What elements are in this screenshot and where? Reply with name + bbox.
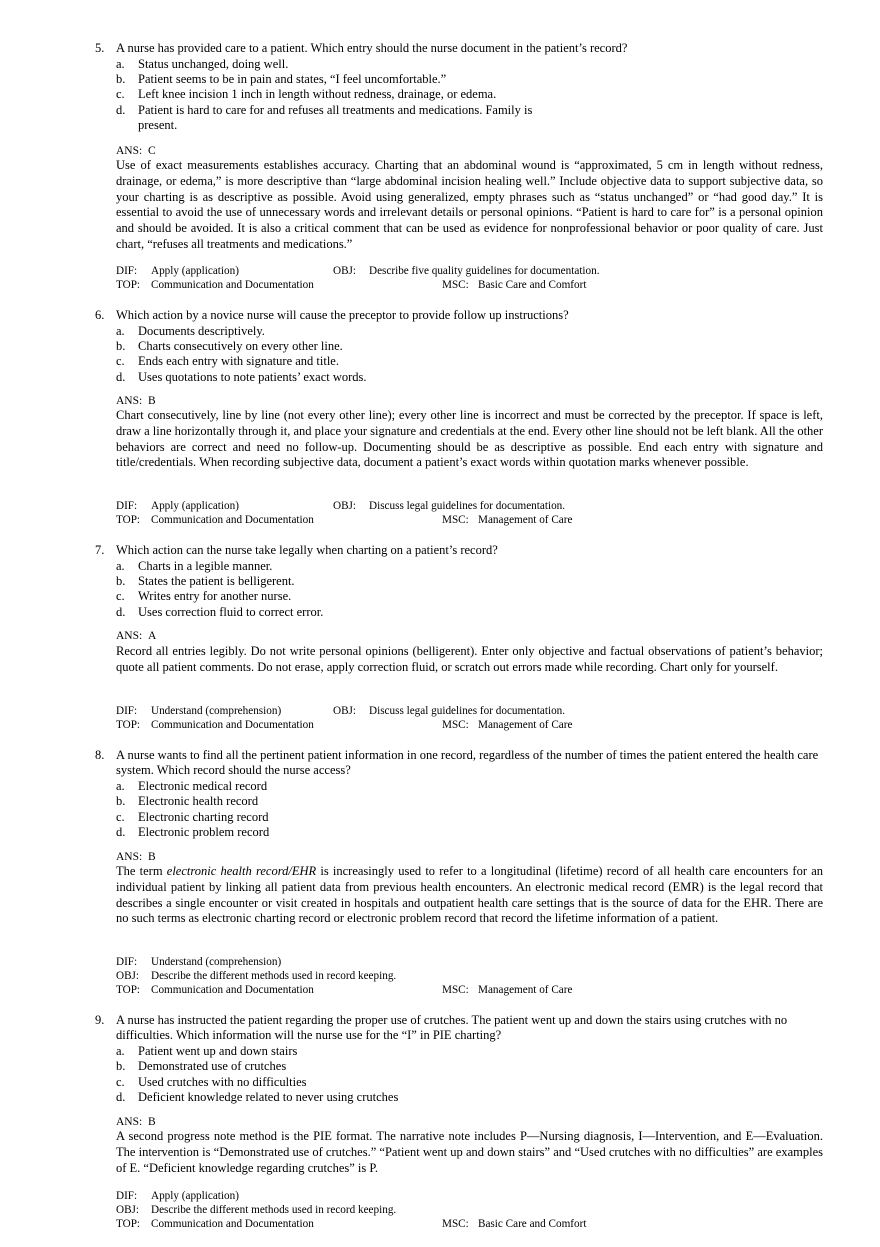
option-d	[116, 1090, 828, 1105]
obj-value: Describe five quality guidelines for documentation.	[369, 265, 600, 277]
rationale: Record all entries legibly. Do not write personal opinions (belligerent). Enter only objective and factual observations of patient’s behavior; quote all patient comments. Do not erase, apply correction fluid, or scratch out errors made while recording. Chart only for yourself.	[116, 644, 823, 674]
answer-options	[116, 57, 828, 134]
answer-label: ANS:	[116, 851, 143, 863]
option-letter: c.	[116, 809, 125, 824]
option-text: Deficient knowledge related to never using crutches	[138, 1090, 399, 1105]
msc-label: MSC:	[442, 984, 469, 996]
answer-letter: B	[147, 395, 156, 407]
obj-field	[333, 265, 600, 279]
question-stem: A nurse has provided care to a patient. Which entry should the nurse document in the patient’s record?	[116, 41, 628, 55]
answer-options	[116, 1044, 828, 1106]
option-b	[116, 1059, 828, 1074]
dif-label: DIF:	[116, 956, 138, 968]
question-number: 9.	[95, 1013, 105, 1027]
top-value: Communication and Documentation	[151, 719, 314, 731]
obj-label: OBJ:	[333, 705, 357, 717]
top-label: TOP:	[116, 984, 141, 996]
option-text: States the patient is belligerent.	[138, 573, 295, 588]
question-number: 5.	[95, 41, 105, 55]
answer-label: ANS:	[116, 1116, 143, 1128]
option-letter: b.	[116, 71, 126, 86]
metadata-row-3	[116, 984, 573, 998]
option-letter: b.	[116, 338, 126, 353]
option-letter: b.	[116, 1059, 126, 1074]
dif-label: DIF:	[116, 265, 138, 277]
obj-label: OBJ:	[116, 1204, 140, 1216]
option-a	[116, 57, 828, 72]
option-b	[116, 794, 828, 809]
option-text: Demonstrated use of crutches	[138, 1059, 287, 1074]
metadata-row-3	[116, 1218, 587, 1232]
option-text: Status unchanged, doing well.	[138, 56, 289, 71]
answer-key	[116, 394, 156, 408]
answer-key	[116, 629, 156, 643]
metadata-row-2	[116, 279, 587, 293]
rationale: A second progress note method is the PIE format. The narrative note includes P—Nursing diagnosis, I—Intervention, and E—Evaluation. The intervention is “Demonstrated use of crutches.” “Patient went up and down stairs” and “Used crutches with no difficulties” are examples of E. “Deficient knowledge regarding crutches” is P.	[116, 1129, 823, 1175]
dif-value: Apply (application)	[151, 500, 239, 512]
top-value: Communication and Documentation	[151, 984, 314, 996]
question-stem: Which action can the nurse take legally when charting on a patient’s record?	[116, 543, 498, 557]
option-letter: d.	[116, 369, 126, 384]
top-label: TOP:	[116, 514, 141, 526]
option-letter: a.	[116, 323, 125, 338]
option-text: Used crutches with no difficulties	[138, 1074, 307, 1089]
option-letter: d.	[116, 825, 126, 840]
top-label: TOP:	[116, 279, 141, 291]
dif-value: Apply (application)	[151, 1190, 239, 1202]
rationale: Chart consecutively, line by line (not every other line); every other line is incorrect and must be corrected by the preceptor. If space is left, draw a line horizontally through it, and place your signature and credentials at the end. Every other line should not be left blank. All the other behaviors are correct and need no follow-up. Documenting should be as descriptive as possible. End each entry with signature and title/credentials. When recording subjective data, document a patient’s exact words within quotation marks whenever possible.	[116, 408, 823, 470]
option-letter: a.	[116, 779, 125, 793]
obj-label: OBJ:	[116, 970, 140, 982]
answer-key	[116, 850, 156, 864]
option-a	[116, 1044, 828, 1059]
dif-value: Understand (comprehension)	[151, 956, 282, 968]
msc-label: MSC:	[442, 279, 469, 291]
option-text: Uses correction fluid to correct error.	[138, 604, 324, 619]
answer-letter: A	[147, 630, 157, 642]
option-a	[116, 559, 828, 574]
option-text: Documents descriptively.	[138, 323, 265, 338]
obj-label: OBJ:	[333, 265, 357, 277]
option-b	[116, 574, 828, 589]
option-letter: c.	[116, 87, 125, 102]
option-letter: a.	[116, 558, 125, 573]
metadata-row-2	[116, 1204, 396, 1218]
question-number: 6.	[95, 308, 105, 322]
msc-label: MSC:	[442, 514, 469, 526]
top-value: Communication and Documentation	[151, 514, 314, 526]
answer-options	[116, 559, 828, 621]
top-label: TOP:	[116, 719, 141, 731]
option-b	[116, 339, 828, 354]
option-a	[116, 324, 828, 339]
option-letter: c.	[116, 589, 125, 604]
answer-label: ANS:	[116, 395, 143, 407]
rationale-text: The term	[116, 864, 167, 878]
top-value: Communication and Documentation	[151, 1218, 314, 1230]
question-stem: A nurse wants to find all the pertinent patient information in one record, regardless of the number of times the patient entered the health care system. Which record should the nurse access?	[116, 748, 819, 778]
option-d	[116, 103, 828, 134]
metadata-row-1	[116, 956, 281, 970]
obj-value: Describe the different methods used in record keeping.	[151, 1204, 397, 1216]
option-d	[116, 370, 828, 385]
option-letter: d.	[116, 604, 126, 619]
obj-field	[333, 500, 565, 514]
metadata-row-1	[116, 1190, 239, 1204]
option-c	[116, 1075, 828, 1090]
top-value: Communication and Documentation	[151, 279, 314, 291]
msc-field	[442, 1218, 586, 1232]
metadata-row-1	[116, 705, 566, 719]
option-text: Electronic problem record	[138, 825, 270, 840]
obj-value: Discuss legal guidelines for documentation.	[369, 705, 566, 717]
msc-label: MSC:	[442, 719, 469, 731]
msc-value: Management of Care	[478, 984, 573, 996]
option-c	[116, 87, 828, 102]
question-number: 7.	[95, 543, 105, 557]
option-text: Charts in a legible manner.	[138, 558, 273, 573]
rationale-text-cont: is increasingly used to refer to a longitudinal (lifetime) record of all health care encounters for an individual patient by linking all patient data from previous health encounters. An electronic medical record (EMR) is the legal record that describes a single encounter or visit created in hospitals and outpatient health care settings that is the source of data for the EHR. There are no such terms as electronic charting record or electronic problem record that record the lifetime information of a patient.	[116, 864, 823, 926]
obj-value: Discuss legal guidelines for documentation.	[369, 500, 566, 512]
metadata-row-1	[116, 500, 566, 514]
dif-label: DIF:	[116, 500, 138, 512]
option-letter: a.	[116, 1044, 125, 1058]
answer-key	[116, 144, 156, 158]
answer-label: ANS:	[116, 630, 143, 642]
option-text: Patient seems to be in pain and states, “I feel uncomfortable.”	[138, 71, 447, 86]
option-letter: d.	[116, 102, 126, 117]
rationale	[116, 864, 823, 927]
question-stem: Which action by a novice nurse will cause the preceptor to provide follow up instructions?	[116, 308, 569, 322]
metadata-row-1	[116, 265, 600, 279]
option-letter: c.	[116, 1074, 125, 1089]
option-text: Left knee incision 1 inch in length without redness, drainage, or edema.	[138, 87, 497, 102]
option-letter: c.	[116, 354, 125, 369]
option-letter: d.	[116, 1090, 126, 1105]
metadata-row-2	[116, 719, 573, 733]
option-d	[116, 825, 828, 840]
question-number: 8.	[95, 748, 105, 762]
option-c	[116, 354, 828, 369]
option-b	[116, 72, 828, 87]
rationale-term: electronic health record/EHR	[166, 864, 317, 878]
metadata-row-2	[116, 514, 573, 528]
msc-field	[442, 984, 572, 998]
answer-label: ANS:	[116, 145, 143, 157]
option-text: Ends each entry with signature and title.	[138, 354, 339, 369]
dif-label: DIF:	[116, 705, 138, 717]
dif-value: Apply (application)	[151, 265, 239, 277]
msc-field	[442, 514, 572, 528]
top-label: TOP:	[116, 1218, 141, 1230]
option-d	[116, 605, 828, 620]
msc-field	[442, 719, 572, 733]
answer-letter: C	[147, 145, 156, 157]
option-letter: a.	[116, 56, 125, 71]
msc-value: Basic Care and Comfort	[478, 1218, 587, 1230]
msc-value: Management of Care	[478, 719, 573, 731]
rationale: Use of exact measurements establishes accuracy. Charting that an abdominal wound is “approximated, 5 cm in length without redness, drainage, or edema,” is more descriptive than “large abdominal incision healing well.” Include objective data to support subjective data, so your charting is as descriptive as possible. Avoid using generalized, empty phrases such as “status unchanged” or “had good day.” It is essential to avoid the use of unnecessary words and irrelevant details or personal opinions. “Patient is hard to care for” is a personal opinion and should be avoided. It is also a critical comment that can be used as evidence for nonprofessional behavior or poor quality of care. Just chart, “refuses all treatments and medications.”	[116, 158, 823, 251]
answer-options	[116, 779, 828, 841]
option-text: Charts consecutively on every other line.	[138, 338, 343, 353]
option-text: Patient went up and down stairs	[138, 1044, 298, 1058]
option-letter: b.	[116, 573, 126, 588]
msc-value: Management of Care	[478, 514, 573, 526]
option-a	[116, 779, 828, 794]
option-c	[116, 810, 828, 825]
option-text: Writes entry for another nurse.	[138, 589, 292, 604]
option-text: Uses quotations to note patients’ exact words.	[138, 369, 367, 384]
option-c	[116, 589, 828, 604]
option-text: Patient is hard to care for and refuses all treatments and medications. Family is present.	[138, 102, 533, 133]
option-text: Electronic charting record	[138, 809, 269, 824]
answer-letter: B	[147, 851, 156, 863]
question-stem: A nurse has instructed the patient regarding the proper use of crutches. The patient went up and down the stairs using crutches with no difficulties. Which information will the nurse use for the “I” in PIE charting?	[116, 1013, 788, 1043]
dif-label: DIF:	[116, 1190, 138, 1202]
answer-options	[116, 324, 828, 386]
msc-field	[442, 279, 586, 293]
option-text: Electronic medical record	[138, 779, 268, 793]
metadata-row-2	[116, 970, 396, 984]
obj-label: OBJ:	[333, 500, 357, 512]
msc-value: Basic Care and Comfort	[478, 279, 587, 291]
obj-value: Describe the different methods used in record keeping.	[151, 970, 397, 982]
option-letter: b.	[116, 794, 126, 809]
obj-field	[333, 705, 565, 719]
answer-key	[116, 1115, 156, 1129]
dif-value: Understand (comprehension)	[151, 705, 282, 717]
answer-letter: B	[147, 1116, 156, 1128]
msc-label: MSC:	[442, 1218, 469, 1230]
option-text: Electronic health record	[138, 794, 259, 809]
